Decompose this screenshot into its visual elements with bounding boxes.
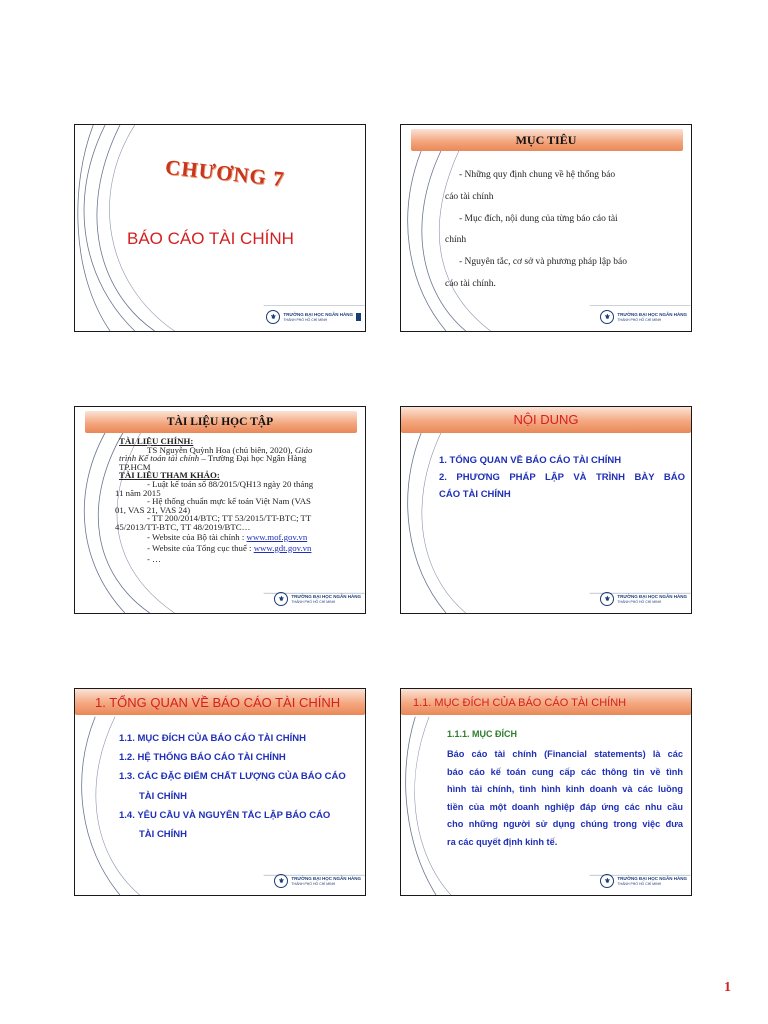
paragraph-line: hình tài chính, tình hình kinh doanh và các luồng — [447, 784, 683, 794]
university-logo: ⚜ TRƯỜNG ĐẠI HỌC NGÂN HÀNG THÀNH PHỐ HỒ CHÍ MINH — [274, 589, 361, 609]
section-item: TÀI CHÍNH — [139, 829, 188, 841]
decorative-curves — [401, 407, 691, 613]
section-item: 1.2. HỆ THỐNG BÁO CÁO TÀI CHÍNH — [119, 752, 286, 764]
contents-list — [439, 452, 685, 503]
objective-line: - Những quy định chung về hệ thống báo — [459, 170, 616, 180]
ref-line: - Luật kế toán số 88/2015/QH13 ngày 20 tháng — [147, 478, 314, 489]
section-item: 1.3. CÁC ĐẶC ĐIỂM CHẤT LƯỢNG CỦA BÁO CÁO — [119, 771, 346, 783]
slide-2 — [400, 124, 692, 332]
slide-heading: TÀI LIỆU HỌC TẬP — [166, 416, 274, 428]
contents-item: 2. PHƯƠNG PHÁP LẬP VÀ TRÌNH BÀY BÁO — [439, 472, 685, 483]
more-line: - … — [147, 553, 161, 564]
university-logo: ⚜ TRƯỜNG ĐẠI HỌC NGÂN HÀNG THÀNH PHỐ HỒ CHÍ MINH — [600, 307, 687, 327]
section-item: TÀI CHÍNH — [139, 790, 188, 802]
subsection-title: 1.1.1. MỤC ĐÍCH — [447, 729, 518, 739]
university-logo: ⚜ TRƯỜNG ĐẠI HỌC NGÂN HÀNG THÀNH PHỐ HỒ CHÍ MINH — [600, 871, 687, 891]
university-logo: ⚜ TRƯỜNG ĐẠI HỌC NGÂN HÀNG THÀNH PHỐ HỒ CHÍ MINH — [274, 871, 361, 891]
seal-icon: ⚜ — [274, 592, 288, 606]
objective-line: cáo tài chính — [445, 191, 494, 202]
main-reference: TP.HCM — [119, 461, 151, 472]
slide-heading: 1. TỔNG QUAN VỀ BÁO CÁO TÀI CHÍNH — [95, 695, 341, 710]
chapter-title: CHƯƠNG 7 — [164, 154, 286, 192]
slide-6 — [400, 688, 692, 896]
gdt-link[interactable]: www.gdt.gov.vn — [253, 542, 312, 553]
main-reference: TS Nguyễn Quỳnh Hoa (chủ biên, 2020), Giáo — [147, 444, 313, 455]
objectives-list — [445, 165, 685, 296]
seal-icon: ⚜ — [274, 874, 288, 888]
seal-icon: ⚜ — [266, 310, 280, 324]
seal-icon: ⚜ — [600, 874, 614, 888]
university-logo: ⚜ TRƯỜNG ĐẠI HỌC NGÂN HÀNG THÀNH PHỐ HỒ CHÍ MINH — [600, 589, 687, 609]
slide-heading: 1.1. MỤC ĐÍCH CỦA BÁO CÁO TÀI CHÍNH — [413, 697, 627, 709]
slide-title: BÁO CÁO TÀI CHÍNH — [127, 229, 294, 248]
ref-line: 01, VAS 21, VAS 24) — [115, 504, 191, 515]
objective-line: cáo tài chính. — [445, 278, 496, 289]
paragraph-line: tiền của một doanh nghiệp đáp ứng các nhu cầu — [447, 801, 683, 812]
paragraph-line: Báo cáo tài chính (Financial statements) là các — [447, 749, 683, 759]
ref-line: 11 năm 2015 — [115, 487, 161, 498]
section-list — [119, 729, 365, 844]
slide-3 — [74, 406, 366, 614]
objective-line: - Mục đích, nội dung của từng báo cáo tài — [459, 213, 618, 224]
paragraph-line: báo cáo kế toán cung cấp các thông tin về tình — [447, 766, 683, 777]
university-logo: ⚜ TRƯỜNG ĐẠI HỌC NGÂN HÀNG THÀNH PHỐ HỒ CHÍ MINH — [266, 307, 361, 327]
purpose-paragraph — [447, 746, 683, 851]
main-reference: trình Kế toán tài chính – Trường Đại học Ngân Hàng — [119, 453, 307, 464]
section-item: 1.1. MỤC ĐÍCH CỦA BÁO CÁO TÀI CHÍNH — [119, 733, 307, 744]
website-line: - Website của Bộ tài chính : www.mof.gov.vn — [147, 531, 308, 542]
paragraph-line: cho những người sử dụng chúng trong việc đưa — [447, 819, 683, 829]
page-number: 1 — [724, 980, 731, 995]
slide-4 — [400, 406, 692, 614]
objective-line: - Nguyên tắc, cơ sở và phương pháp lập báo — [459, 257, 627, 268]
ref-line: - Hệ thống chuẩn mực kế toán Việt Nam (VAS — [147, 496, 311, 507]
slide-5 — [74, 688, 366, 896]
ref-line: 45/2013/TT-BTC, TT 48/2019/BTC… — [115, 521, 251, 532]
contents-item: CÁO TÀI CHÍNH — [439, 489, 511, 500]
seal-icon: ⚜ — [600, 310, 614, 324]
decorative-curves — [75, 125, 365, 331]
references-block — [115, 436, 365, 565]
main-label: TÀI LIỆU CHÍNH: — [119, 436, 194, 446]
ref-line: - TT 200/2014/BTC; TT 53/2015/TT-BTC; TT — [147, 513, 312, 524]
paragraph-line: ra các quyết định kinh tế. — [447, 836, 558, 847]
section-item: 1.4. YÊU CẦU VÀ NGUYÊN TẮC LẬP BÁO CÁO — [119, 809, 331, 821]
slide-1 — [74, 124, 366, 332]
ref-label: TÀI LIỆU THAM KHẢO: — [119, 470, 220, 481]
mof-link[interactable]: www.mof.gov.vn — [246, 531, 308, 542]
website-line: - Website của Tổng cục thuế : www.gdt.gov.vn — [147, 542, 312, 553]
seal-icon: ⚜ — [600, 592, 614, 606]
slide-heading: NỘI DUNG — [513, 412, 579, 427]
contents-item: 1. TỔNG QUAN VỀ BÁO CÁO TÀI CHÍNH — [439, 455, 622, 466]
objective-line: chính — [445, 235, 467, 246]
slide-heading: MỤC TIÊU — [515, 133, 577, 147]
